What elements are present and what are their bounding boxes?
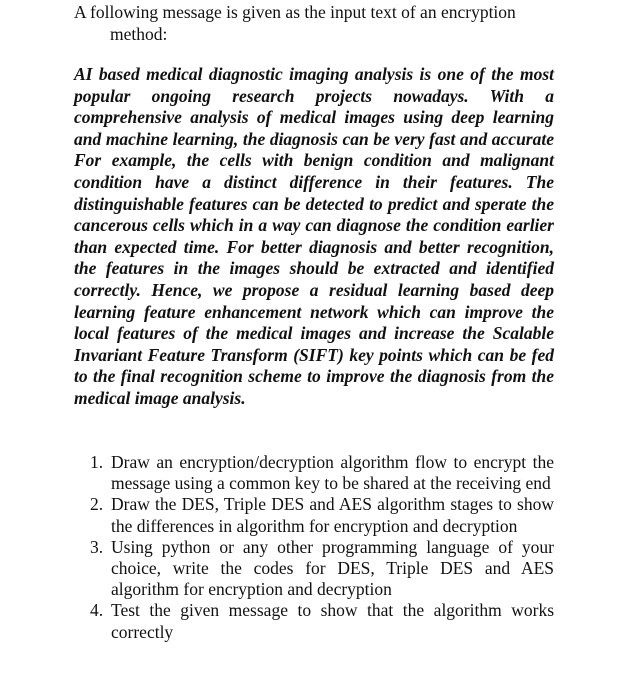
input-message-text: AI based medical diagnostic imaging analysis is one of the most popular ongoing research projects nowadays. With a comprehensive analysis of medical images using deep learning and machine learning, the diagnosis can be very fast and accurate For example, the cells with benign condition and malignant condition have a distinct difference in their features. The distinguishable features can be detected to predict and sperate the cancerous cells which in a way can diagnose the condition earlier than expected time. For better diagnosis and better recognition, the features in the images should be extracted and identified correctly. Hence, we propose a residual learning based deep learning feature enhancement network which can improve the local features of the medical images and increase the Scalable Invariant Feature Transform (SIFT) key points which can be fed to the final recognition scheme to improve the diagnosis from the medical image analysis. xyxy=(74,64,554,408)
list-item-number: 3. xyxy=(90,536,104,557)
list-item-text: Draw the DES, Triple DES and AES algorithm stages to show the differences in algorithm for encryption and decryption xyxy=(111,494,554,536)
list-item xyxy=(90,452,554,494)
list-item-number: 1. xyxy=(90,452,104,472)
intro-line-1: A following message is given as the input text of an encryption xyxy=(74,2,516,22)
intro-line-2: method: xyxy=(110,23,168,44)
list-item xyxy=(90,494,554,536)
intro-paragraph xyxy=(74,2,554,45)
list-item-text: Draw an encryption/decryption algorithm flow to encrypt the message using a common key to be shared at the receiving end xyxy=(111,452,554,494)
list-item-number: 4. xyxy=(90,600,104,621)
list-item xyxy=(90,537,554,601)
list-item xyxy=(90,600,554,642)
task-list xyxy=(90,452,554,643)
list-item-text: Test the given message to show that the algorithm works correctly xyxy=(111,600,554,642)
list-item-number: 2. xyxy=(90,494,104,515)
list-item-text: Using python or any other programming language of your choice, write the codes for DES, Triple DES and AES algorithm for encryption and decryption xyxy=(111,536,554,600)
